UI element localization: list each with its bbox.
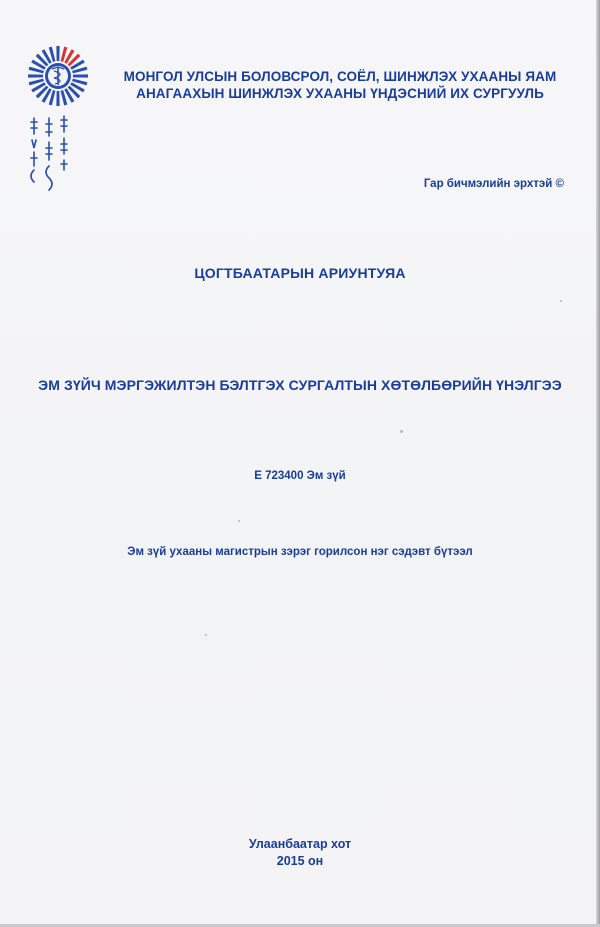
place-and-year xyxy=(0,836,600,870)
emblem-ray xyxy=(28,74,43,77)
emblem-ray xyxy=(56,91,59,106)
emblem-ray xyxy=(73,74,88,77)
author-name: ЦОГТБААТАРЫН АРИУНТУЯА xyxy=(194,265,406,281)
specialty-code: Е 723400 Эм зүй xyxy=(254,470,346,482)
paper-speck xyxy=(560,300,562,302)
paper-speck xyxy=(400,430,403,433)
year: 2015 он xyxy=(276,854,324,868)
paper-speck xyxy=(205,634,207,636)
university-name: АНАГААХЫН ШИНЖЛЭХ УХААНЫ ҮНДЭСНИЙ ИХ СУРГУУЛЬ xyxy=(136,86,544,101)
paper-speck xyxy=(238,520,240,522)
ministry-name: МОНГОЛ УЛСЫН БОЛОВСРОЛ, СОЁЛ, ШИНЖЛЭХ УХААНЫ ЯАМ xyxy=(123,69,557,84)
copyright-notice: Гар бичмэлийн эрхтэй © xyxy=(423,178,564,190)
city: Улаанбаатар хот xyxy=(248,837,352,851)
page-edge-right xyxy=(596,0,600,927)
ministry-header xyxy=(100,68,580,102)
university-emblem-icon xyxy=(14,36,94,201)
degree-statement: Эм зүй ухааны магистрын зэрэг горилсон нэг сэдэвт бүтээл xyxy=(127,546,473,558)
thesis-title: ЭМ ЗҮЙЧ МЭРГЭЖИЛТЭН БЭЛТГЭХ СУРГАЛТЫН ХӨТӨЛБӨРИЙН ҮНЭЛГЭЭ xyxy=(38,377,562,393)
emblem-ray xyxy=(56,46,59,61)
